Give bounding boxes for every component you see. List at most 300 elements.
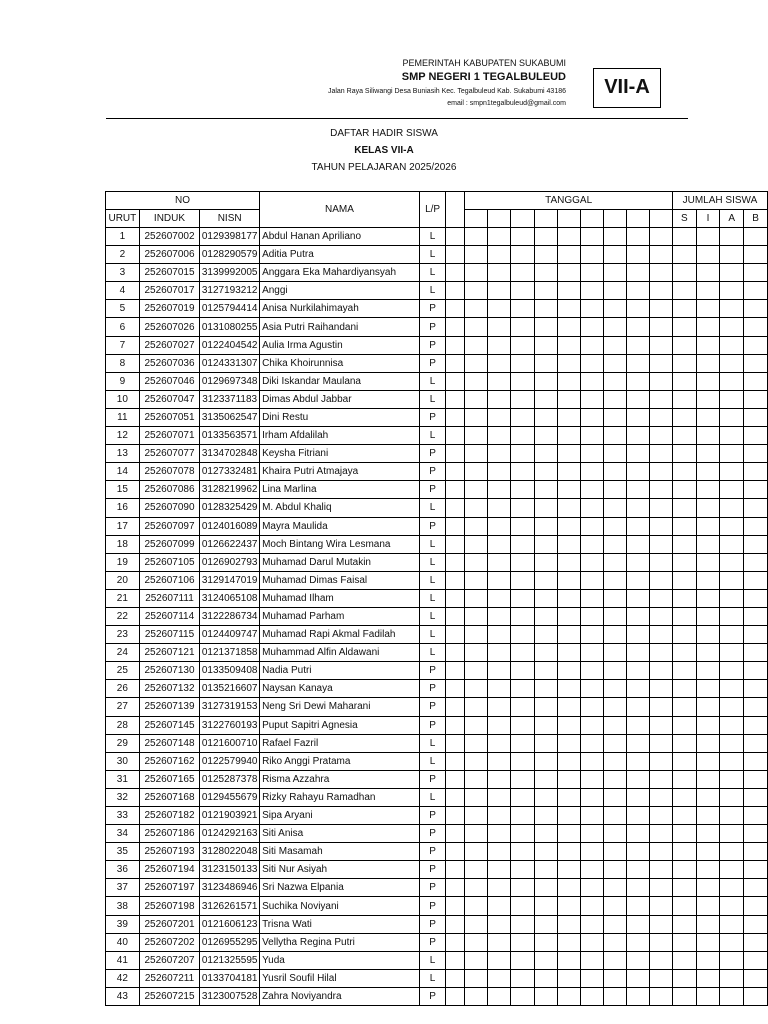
i-cell [696, 788, 720, 806]
attendance-cell [534, 788, 557, 806]
table-row [106, 662, 768, 680]
s-cell [672, 843, 696, 861]
table-row [106, 915, 768, 933]
attendance-cell [511, 897, 534, 915]
table-row [106, 734, 768, 752]
attendance-cell [488, 698, 511, 716]
attendance-cell [649, 318, 672, 336]
header-tanggal: TANGGAL [465, 192, 673, 210]
b-cell [744, 861, 768, 879]
b-cell [744, 264, 768, 282]
gender: L [419, 499, 445, 517]
attendance-cell [649, 517, 672, 535]
attendance-cell [580, 825, 603, 843]
date-cell [649, 210, 672, 228]
gender: L [419, 282, 445, 300]
attendance-cell [534, 933, 557, 951]
b-cell [744, 807, 768, 825]
induk-number: 252607051 [139, 408, 200, 426]
gender: P [419, 336, 445, 354]
date-cell [603, 210, 626, 228]
induk-number: 252607194 [139, 861, 200, 879]
i-cell [696, 861, 720, 879]
class-code-box: VII-A [593, 68, 661, 108]
student-name: Siti Anisa [260, 825, 420, 843]
s-cell [672, 626, 696, 644]
attendance-cell [580, 589, 603, 607]
induk-number: 252607111 [139, 589, 200, 607]
gender: L [419, 571, 445, 589]
attendance-cell [603, 517, 626, 535]
attendance-cell [534, 825, 557, 843]
attendance-cell [626, 897, 649, 915]
attendance-cell [557, 752, 580, 770]
attendance-cell [488, 644, 511, 662]
attendance-cell [511, 318, 534, 336]
attendance-cell [488, 571, 511, 589]
attendance-cell [626, 933, 649, 951]
gender: L [419, 644, 445, 662]
table-row [106, 626, 768, 644]
attendance-cell [580, 626, 603, 644]
nisn-number: 3123150133 [200, 861, 260, 879]
b-cell [744, 228, 768, 246]
attendance-cell [649, 264, 672, 282]
a-cell [720, 644, 744, 662]
table-row [106, 300, 768, 318]
table-row [106, 408, 768, 426]
induk-number: 252607019 [139, 300, 200, 318]
attendance-cell [557, 807, 580, 825]
a-cell [720, 264, 744, 282]
attendance-cell [626, 662, 649, 680]
attendance-cell [580, 553, 603, 571]
a-cell [720, 445, 744, 463]
attendance-cell [626, 481, 649, 499]
school-name: SMP NEGERI 1 TEGALBULEUD [401, 71, 566, 83]
b-cell [744, 499, 768, 517]
nisn-number: 3122760193 [200, 716, 260, 734]
student-name: Dini Restu [260, 408, 420, 426]
induk-number: 252607197 [139, 879, 200, 897]
attendance-cell [534, 228, 557, 246]
table-row [106, 499, 768, 517]
i-cell [696, 607, 720, 625]
attendance-cell [580, 463, 603, 481]
b-cell [744, 427, 768, 445]
attendance-cell [626, 354, 649, 372]
row-number: 10 [106, 390, 140, 408]
attendance-cell [511, 535, 534, 553]
s-cell [672, 807, 696, 825]
gender: L [419, 264, 445, 282]
header-s: S [672, 210, 696, 228]
attendance-cell [465, 843, 488, 861]
induk-number: 252607046 [139, 372, 200, 390]
attendance-cell [511, 427, 534, 445]
attendance-cell [534, 589, 557, 607]
attendance-cell [557, 282, 580, 300]
student-name: Muhamad Dimas Faisal [260, 571, 420, 589]
attendance-cell [465, 825, 488, 843]
row-number: 20 [106, 571, 140, 589]
attendance-cell [626, 607, 649, 625]
a-cell [720, 228, 744, 246]
gender: L [419, 246, 445, 264]
attendance-cell [626, 336, 649, 354]
table-row [106, 535, 768, 553]
attendance-cell [511, 589, 534, 607]
induk-number: 252607015 [139, 264, 200, 282]
attendance-cell [603, 915, 626, 933]
attendance-cell [649, 897, 672, 915]
header-nisn: NISN [200, 210, 260, 228]
attendance-cell [580, 788, 603, 806]
gender: L [419, 228, 445, 246]
attendance-cell [580, 915, 603, 933]
i-cell [696, 318, 720, 336]
attendance-cell [649, 390, 672, 408]
row-number: 7 [106, 336, 140, 354]
attendance-cell [534, 300, 557, 318]
attendance-cell [488, 408, 511, 426]
gender: P [419, 463, 445, 481]
nisn-number: 0121903921 [200, 807, 260, 825]
attendance-cell [626, 770, 649, 788]
attendance-cell [649, 589, 672, 607]
induk-number: 252607099 [139, 535, 200, 553]
attendance-cell [511, 481, 534, 499]
attendance-cell [534, 246, 557, 264]
attendance-cell [649, 680, 672, 698]
a-cell [720, 770, 744, 788]
b-cell [744, 825, 768, 843]
attendance-cell [626, 427, 649, 445]
attendance-cell [534, 427, 557, 445]
b-cell [744, 915, 768, 933]
attendance-cell [649, 336, 672, 354]
attendance-cell [446, 390, 465, 408]
row-number: 42 [106, 969, 140, 987]
a-cell [720, 698, 744, 716]
attendance-cell [603, 372, 626, 390]
attendance-cell [465, 644, 488, 662]
attendance-cell [626, 246, 649, 264]
attendance-cell [488, 427, 511, 445]
induk-number: 252607006 [139, 246, 200, 264]
attendance-cell [465, 788, 488, 806]
s-cell [672, 264, 696, 282]
student-name: Puput Sapitri Agnesia [260, 716, 420, 734]
attendance-cell [465, 481, 488, 499]
nisn-number: 0133509408 [200, 662, 260, 680]
school-year: TAHUN PELAJARAN 2025/2026 [311, 162, 457, 173]
attendance-cell [446, 825, 465, 843]
attendance-cell [446, 535, 465, 553]
attendance-cell [603, 499, 626, 517]
gender: P [419, 933, 445, 951]
attendance-cell [446, 228, 465, 246]
attendance-cell [511, 644, 534, 662]
attendance-cell [580, 246, 603, 264]
induk-number: 252607078 [139, 463, 200, 481]
attendance-cell [557, 861, 580, 879]
gender: P [419, 300, 445, 318]
row-number: 41 [106, 951, 140, 969]
table-row [106, 372, 768, 390]
attendance-cell [446, 463, 465, 481]
row-number: 9 [106, 372, 140, 390]
attendance-cell [603, 427, 626, 445]
attendance-cell [446, 680, 465, 698]
attendance-cell [511, 807, 534, 825]
a-cell [720, 680, 744, 698]
attendance-cell [465, 571, 488, 589]
i-cell [696, 300, 720, 318]
b-cell [744, 535, 768, 553]
gender: P [419, 354, 445, 372]
table-row [106, 644, 768, 662]
student-name: Riko Anggi Pratama [260, 752, 420, 770]
header-i: I [696, 210, 720, 228]
attendance-cell [465, 427, 488, 445]
b-cell [744, 553, 768, 571]
i-cell [696, 915, 720, 933]
attendance-cell [488, 897, 511, 915]
attendance-cell [511, 770, 534, 788]
attendance-cell [603, 336, 626, 354]
nisn-number: 0131080255 [200, 318, 260, 336]
attendance-cell [446, 517, 465, 535]
s-cell [672, 788, 696, 806]
attendance-cell [626, 463, 649, 481]
attendance-cell [603, 354, 626, 372]
a-cell [720, 282, 744, 300]
attendance-cell [649, 553, 672, 571]
s-cell [672, 300, 696, 318]
s-cell [672, 535, 696, 553]
attendance-cell [465, 246, 488, 264]
attendance-cell [557, 372, 580, 390]
attendance-cell [511, 463, 534, 481]
student-name: Anisa Nurkilahimayah [260, 300, 420, 318]
attendance-cell [649, 408, 672, 426]
a-cell [720, 300, 744, 318]
attendance-cell [446, 354, 465, 372]
nisn-number: 0124409747 [200, 626, 260, 644]
gender: P [419, 879, 445, 897]
attendance-cell [488, 607, 511, 625]
induk-number: 252607132 [139, 680, 200, 698]
b-cell [744, 716, 768, 734]
gender: L [419, 589, 445, 607]
attendance-cell [626, 589, 649, 607]
attendance-cell [603, 933, 626, 951]
i-cell [696, 825, 720, 843]
s-cell [672, 933, 696, 951]
induk-number: 252607071 [139, 427, 200, 445]
attendance-cell [626, 372, 649, 390]
header-divider [106, 118, 688, 119]
attendance-cell [603, 463, 626, 481]
table-row [106, 807, 768, 825]
gender: L [419, 752, 445, 770]
attendance-cell [557, 571, 580, 589]
s-cell [672, 445, 696, 463]
student-name: Muhamad Darul Mutakin [260, 553, 420, 571]
table-row [106, 861, 768, 879]
student-name: Abdul Hanan Apriliano [260, 228, 420, 246]
attendance-cell [603, 445, 626, 463]
attendance-cell [534, 481, 557, 499]
attendance-cell [488, 336, 511, 354]
s-cell [672, 969, 696, 987]
date-cell [465, 210, 488, 228]
attendance-cell [534, 517, 557, 535]
row-number: 40 [106, 933, 140, 951]
a-cell [720, 933, 744, 951]
student-name: Moch Bintang Wira Lesmana [260, 535, 420, 553]
attendance-cell [580, 481, 603, 499]
table-row [106, 481, 768, 499]
attendance-cell [603, 662, 626, 680]
attendance-cell [557, 427, 580, 445]
i-cell [696, 680, 720, 698]
row-number: 33 [106, 807, 140, 825]
attendance-cell [511, 788, 534, 806]
gender: P [419, 825, 445, 843]
attendance-cell [649, 481, 672, 499]
table-row [106, 228, 768, 246]
row-number: 17 [106, 517, 140, 535]
student-name: Aulia Irma Agustin [260, 336, 420, 354]
a-cell [720, 408, 744, 426]
attendance-table [105, 191, 768, 1006]
row-number: 24 [106, 644, 140, 662]
attendance-cell [511, 517, 534, 535]
i-cell [696, 662, 720, 680]
attendance-cell [446, 807, 465, 825]
attendance-cell [488, 390, 511, 408]
s-cell [672, 644, 696, 662]
s-cell [672, 770, 696, 788]
student-name: M. Abdul Khaliq [260, 499, 420, 517]
gender: L [419, 390, 445, 408]
student-name: Mayra Maulida [260, 517, 420, 535]
row-number: 8 [106, 354, 140, 372]
s-cell [672, 463, 696, 481]
a-cell [720, 427, 744, 445]
attendance-cell [626, 734, 649, 752]
i-cell [696, 626, 720, 644]
b-cell [744, 951, 768, 969]
attendance-cell [649, 300, 672, 318]
s-cell [672, 499, 696, 517]
attendance-cell [511, 445, 534, 463]
attendance-cell [626, 879, 649, 897]
a-cell [720, 390, 744, 408]
attendance-cell [488, 499, 511, 517]
attendance-cell [534, 969, 557, 987]
attendance-cell [626, 300, 649, 318]
attendance-cell [446, 788, 465, 806]
attendance-cell [557, 734, 580, 752]
gender: P [419, 680, 445, 698]
attendance-cell [511, 879, 534, 897]
attendance-cell [603, 770, 626, 788]
i-cell [696, 264, 720, 282]
attendance-cell [511, 987, 534, 1005]
induk-number: 252607201 [139, 915, 200, 933]
attendance-cell [511, 969, 534, 987]
a-cell [720, 607, 744, 625]
attendance-cell [446, 626, 465, 644]
attendance-cell [446, 282, 465, 300]
row-number: 18 [106, 535, 140, 553]
attendance-cell [580, 680, 603, 698]
student-name: Sipa Aryani [260, 807, 420, 825]
attendance-cell [557, 825, 580, 843]
attendance-cell [580, 318, 603, 336]
attendance-cell [626, 644, 649, 662]
attendance-cell [580, 734, 603, 752]
b-cell [744, 445, 768, 463]
nisn-number: 3128219962 [200, 481, 260, 499]
attendance-cell [557, 408, 580, 426]
i-cell [696, 698, 720, 716]
i-cell [696, 969, 720, 987]
table-row [106, 843, 768, 861]
attendance-cell [446, 734, 465, 752]
attendance-cell [603, 969, 626, 987]
b-cell [744, 390, 768, 408]
a-cell [720, 951, 744, 969]
attendance-cell [446, 915, 465, 933]
attendance-cell [488, 282, 511, 300]
gender: P [419, 770, 445, 788]
attendance-cell [557, 915, 580, 933]
a-cell [720, 626, 744, 644]
attendance-cell [465, 987, 488, 1005]
b-cell [744, 607, 768, 625]
induk-number: 252607086 [139, 481, 200, 499]
attendance-cell [534, 571, 557, 589]
attendance-cell [465, 770, 488, 788]
row-number: 3 [106, 264, 140, 282]
attendance-cell [603, 788, 626, 806]
student-name: Vellytha Regina Putri [260, 933, 420, 951]
induk-number: 252607114 [139, 607, 200, 625]
nisn-number: 3128022048 [200, 843, 260, 861]
attendance-cell [557, 987, 580, 1005]
attendance-cell [557, 336, 580, 354]
nisn-number: 3139992005 [200, 264, 260, 282]
attendance-cell [446, 607, 465, 625]
row-number: 22 [106, 607, 140, 625]
induk-number: 252607105 [139, 553, 200, 571]
nisn-number: 0126955295 [200, 933, 260, 951]
attendance-cell [649, 788, 672, 806]
attendance-cell [446, 408, 465, 426]
s-cell [672, 589, 696, 607]
attendance-cell [446, 879, 465, 897]
a-cell [720, 589, 744, 607]
a-cell [720, 571, 744, 589]
table-row [106, 445, 768, 463]
attendance-cell [626, 499, 649, 517]
attendance-cell [603, 300, 626, 318]
attendance-cell [534, 445, 557, 463]
